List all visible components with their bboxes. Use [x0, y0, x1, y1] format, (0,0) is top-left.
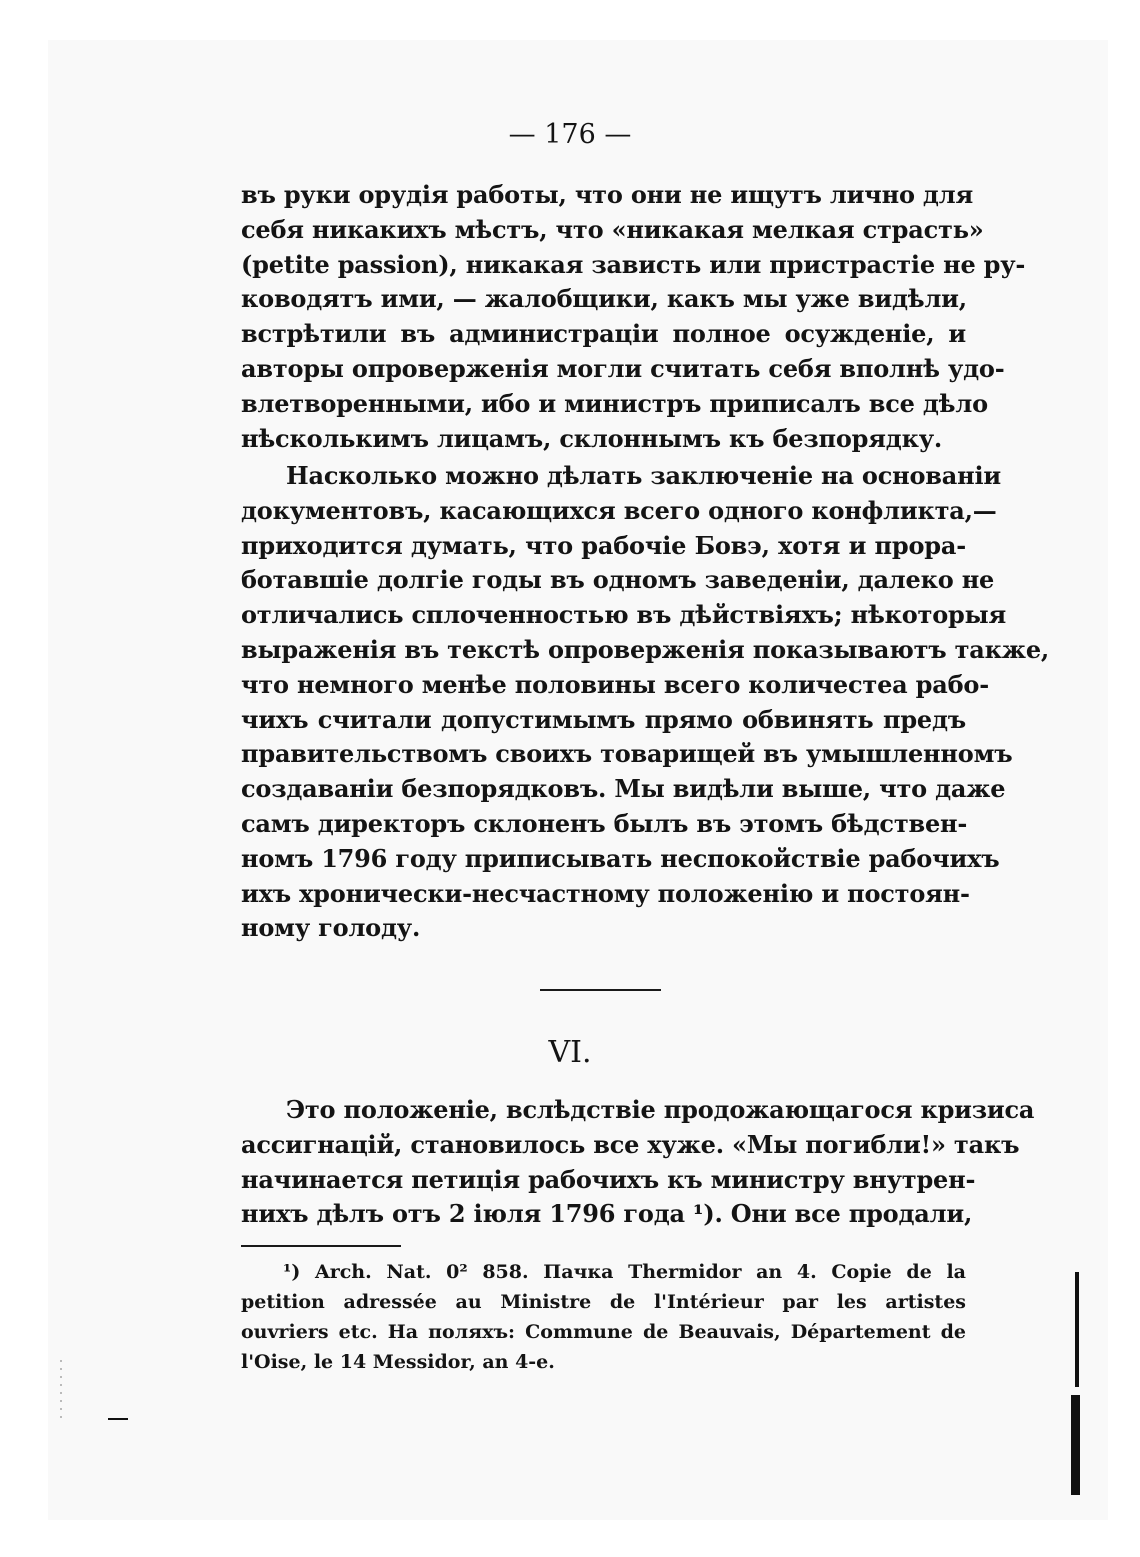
text-line: (petite passion), никакая зависть или пристрастіе не ру- [241, 249, 1026, 279]
text-line: создаваніи безпорядковъ. Мы видѣли выше, что даже [241, 774, 1006, 804]
text-line: Это положеніе, вслѣдствіе продожающагося кризиса [286, 1095, 1035, 1124]
section-divider [540, 989, 661, 991]
text-line: выраженія въ текстѣ опроверженія показываютъ также, [241, 634, 1050, 664]
footnote-rule [241, 1245, 401, 1247]
text-line: документовъ, касающихся всего одного конфликта,— [241, 495, 997, 525]
text-line: ассигнацій, становилось все хуже. «Мы погибли!» такъ [241, 1129, 1020, 1159]
text-line: влетворенными, ибо и министръ приписалъ все дѣло [241, 388, 988, 418]
text-line: встрѣтили въ администраціи полное осужденіе, и [241, 319, 966, 349]
text-line: отличались сплоченностью въ дѣйствіяхъ; нѣкоторыя [241, 600, 1007, 630]
footnote [241, 1257, 966, 1377]
text-line: ботавшіе долгіе годы въ одномъ заведеніи, далеко не [241, 565, 995, 595]
text-line: самъ директоръ склоненъ былъ въ этомъ бѣдствен- [241, 808, 968, 838]
scan-margin-mark [108, 1418, 128, 1420]
footnote-line [241, 1257, 966, 1287]
text-line: ному голоду. [241, 913, 421, 943]
section-heading: VI. [548, 1035, 592, 1070]
paragraph-1 [241, 178, 1026, 456]
text-line: ководятъ ими, — жалобщики, какъ мы уже видѣли, [241, 284, 967, 314]
text-line: Насколько можно дѣлать заключеніе на основаніи [286, 461, 1002, 490]
text-line: нихъ дѣлъ отъ 2 іюля 1796 года ¹). Они все продали, [241, 1199, 973, 1229]
paragraph-2 [241, 459, 1050, 946]
text-line: себя никакихъ мѣстъ, что «никакая мелкая страсть» [241, 214, 984, 244]
page-number: — 176 — [508, 119, 632, 150]
scan-speckle [60, 1360, 62, 1420]
text-line: начинается петиція рабочихъ къ министру внутрен- [241, 1164, 976, 1194]
paragraph-3 [241, 1093, 1035, 1232]
text-line: что немного менѣе половины всего количестеа рабо- [241, 669, 989, 699]
footnote-line: petition adressée au Ministre de l'Intérieur par les artistes [241, 1291, 966, 1313]
text-line: авторы опроверженія могли считать себя вполнѣ удо- [241, 353, 1005, 383]
footnote-line: l'Oise, le 14 Messidor, an 4-e. [241, 1351, 555, 1373]
text-line: въ руки орудія работы, что они не ищутъ лично для [241, 180, 973, 209]
footnote-line: ouvriers etc. На поляхъ: Commune de Beauvais, Département de [241, 1321, 966, 1343]
scan-margin-mark [1071, 1395, 1080, 1495]
text-line: правительствомъ своихъ товарищей въ умышленномъ [241, 739, 1013, 769]
text-line: чихъ считали допустимымъ прямо обвинять предъ [241, 704, 966, 734]
scan-margin-mark [1075, 1272, 1079, 1387]
text-line: номъ 1796 году приписывать неспокойствіе рабочихъ [241, 843, 1000, 873]
text-line: приходится думать, что рабочіе Бовэ, хотя и прора- [241, 530, 966, 560]
text-line: нѣсколькимъ лицамъ, склоннымъ къ безпорядку. [241, 423, 943, 453]
text-line: ихъ хронически-несчастному положенію и постоян- [241, 878, 970, 908]
footnote-marker: ¹) [283, 1261, 301, 1283]
footnote-text: Arch. Nat. 0² 858. Пачка Thermidor an 4. Copie de la [314, 1261, 966, 1283]
